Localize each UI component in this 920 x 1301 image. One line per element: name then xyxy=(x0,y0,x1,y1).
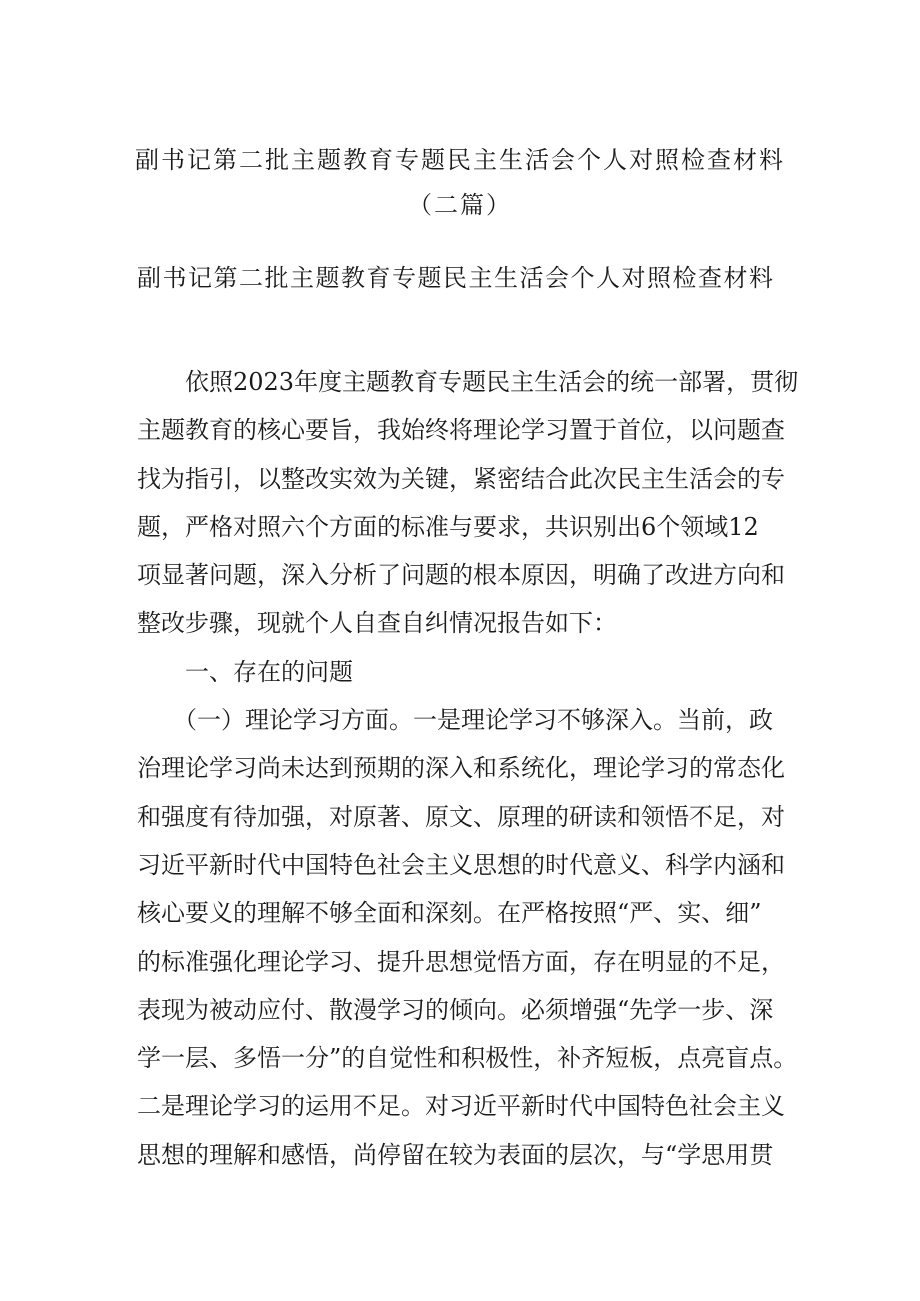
text-line: 和强度有待加强，对原著、原文、原理的研读和领悟不足，对 xyxy=(137,802,785,831)
text-line: 项显著问题，深入分析了问题的根本原因，明确了改进方向和 xyxy=(137,561,785,590)
body-paragraph-block xyxy=(137,358,817,1179)
text-line: 习近平新时代中国特色社会主义思想的时代意义、科学内涵和 xyxy=(137,850,785,879)
text-line: 思想的理解和感悟，尚停留在较为表面的层次，与“学思用贯 xyxy=(137,1140,774,1169)
text-line: 找为指引，以整改实效为关键，紧密结合此次民主生活会的专 xyxy=(137,464,785,493)
text-line: 核心要义的理解不够全面和深刻。在严格按照“严、实、细” xyxy=(137,899,762,928)
text-line: 二是理论学习的运用不足。对习近平新时代中国特色社会主义 xyxy=(137,1092,785,1121)
section-heading-line: 一、存在的问题 xyxy=(137,657,353,686)
text-line: 主题教育的核心要旨，我始终将理论学习置于首位，以问题查 xyxy=(137,416,785,445)
text-line: 的标准强化理论学习、提升思想觉悟方面，存在明显的不足， xyxy=(137,947,785,976)
document-title-suffix: （二篇） xyxy=(408,191,512,219)
text-line: （一）理论学习方面。一是理论学习不够深入。当前，政 xyxy=(137,706,773,735)
text-line: 治理论学习尚未达到预期的深入和系统化，理论学习的常态化 xyxy=(137,754,785,783)
text-line: 题，严格对照六个方面的标准与要求，共识别出6个领域12 xyxy=(137,512,759,541)
text-line: 表现为被动应付、散漫学习的倾向。必须增强“先学一步、深 xyxy=(137,995,774,1024)
text-line: 依照2023年度主题教育专题民主生活会的统一部署，贯彻 xyxy=(137,368,799,396)
text-line: 学一层、多悟一分”的自觉性和积极性，补齐短板，点亮盲点。 xyxy=(137,1044,798,1073)
document-title: 副书记第二批主题教育专题民主生活会个人对照检查材料 xyxy=(135,146,785,174)
section-heading: 副书记第二批主题教育专题民主生活会个人对照检查材料 xyxy=(137,264,775,292)
text-line: 整改步骤，现就个人自查自纠情况报告如下： xyxy=(137,609,617,638)
